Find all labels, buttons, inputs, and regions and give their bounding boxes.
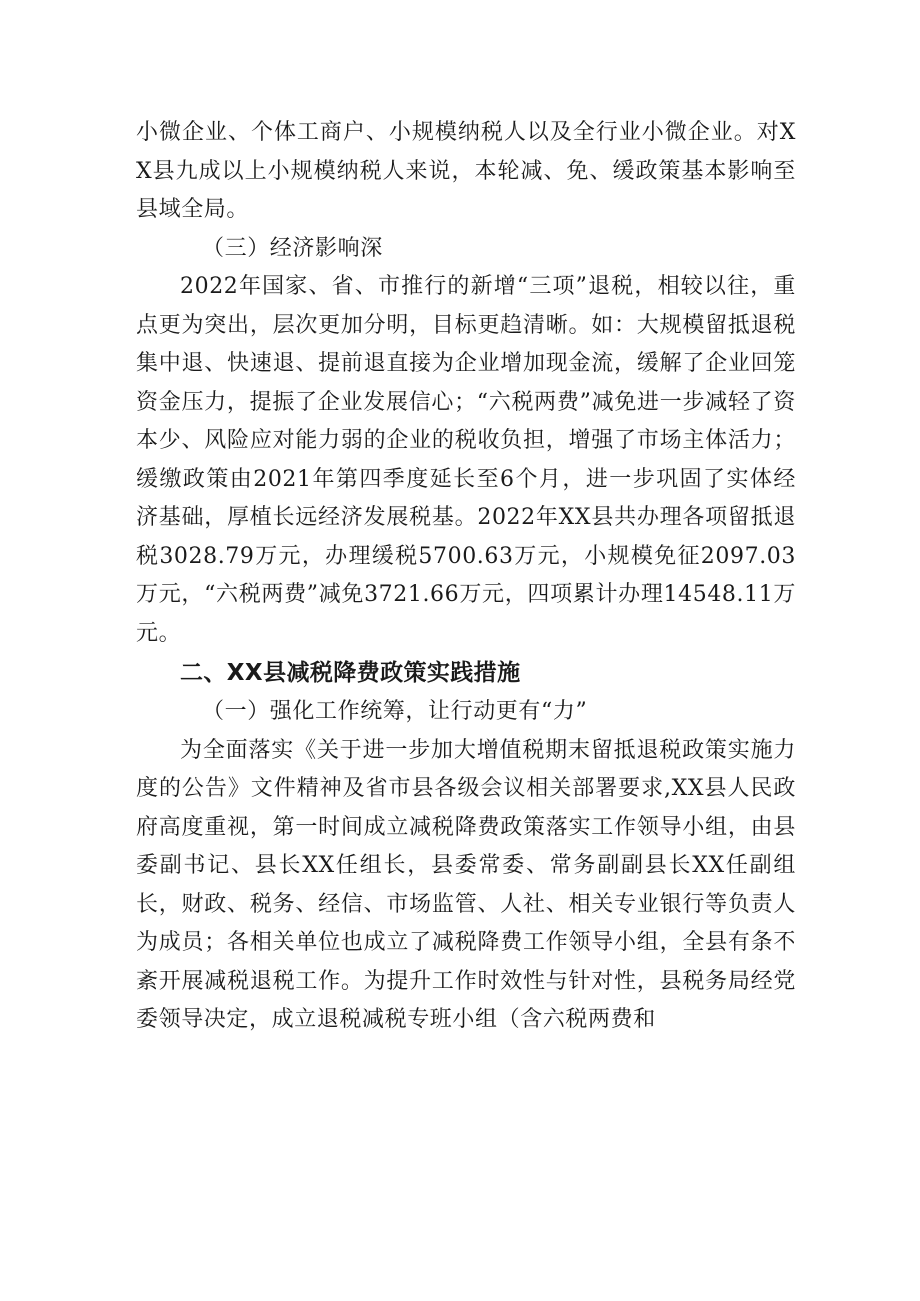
subheading-economic-impact: （三）经济影响深	[202, 235, 383, 261]
document-body	[136, 114, 796, 1040]
subheading-coordination: （一）强化工作统筹，让行动更有“力”	[202, 699, 588, 724]
paragraph-economic-impact: 2022年国家、省、市推行的新增“三项”退税，相较以往，重点更为突出，层次更加分明，目标更趋清晰。如：大规模留抵退税集中退、快速退、提前退直接为企业增加现金流，缓解了企业回笼资金压力，提振了企业发展信心；“六税两费”减免进一步减轻了资本少、风险应对能力弱的企业的税收负担，增强了市场主体活力；缓缴政策由2021年第四季度延长至6个月，进一步巩固了实体经济基础，厚植长远经济发展税基。2022年XX县共办理各项留抵退税3028.79万元，办理缓税5700.63万元，小规模免征2097.03万元，“六税两费”减免3721.66万元，四项累计办理14548.11万元。	[136, 274, 796, 646]
paragraph-coordination: 为全面落实《关于进一步加大增值税期末留抵退税政策实施力度的公告》文件精神及省市县各级会议相关部署要求,XX县人民政府高度重视，第一时间成立减税降费政策落实工作领导小组，由县委副书记、县长XX任组长，县委常委、常务副副县长XX任副组长，财政、税务、经信、市场监管、人社、相关专业银行等负责人为成员；各相关单位也成立了减税降费工作领导小组，全县有条不紊开展减税退税工作。为提升工作时效性与针对性，县税务局经党委领导决定，成立退税减税专班小组（含六税两费和	[136, 737, 796, 1032]
section-heading-measures: 二、XX县减税降费政策实践措施	[180, 660, 521, 686]
paragraph-continuation: 小微企业、个体工商户、小规模纳税人以及全行业小微企业。对XX县九成以上小规模纳税人来说，本轮减、免、缓政策基本影响至县域全局。	[136, 120, 796, 222]
